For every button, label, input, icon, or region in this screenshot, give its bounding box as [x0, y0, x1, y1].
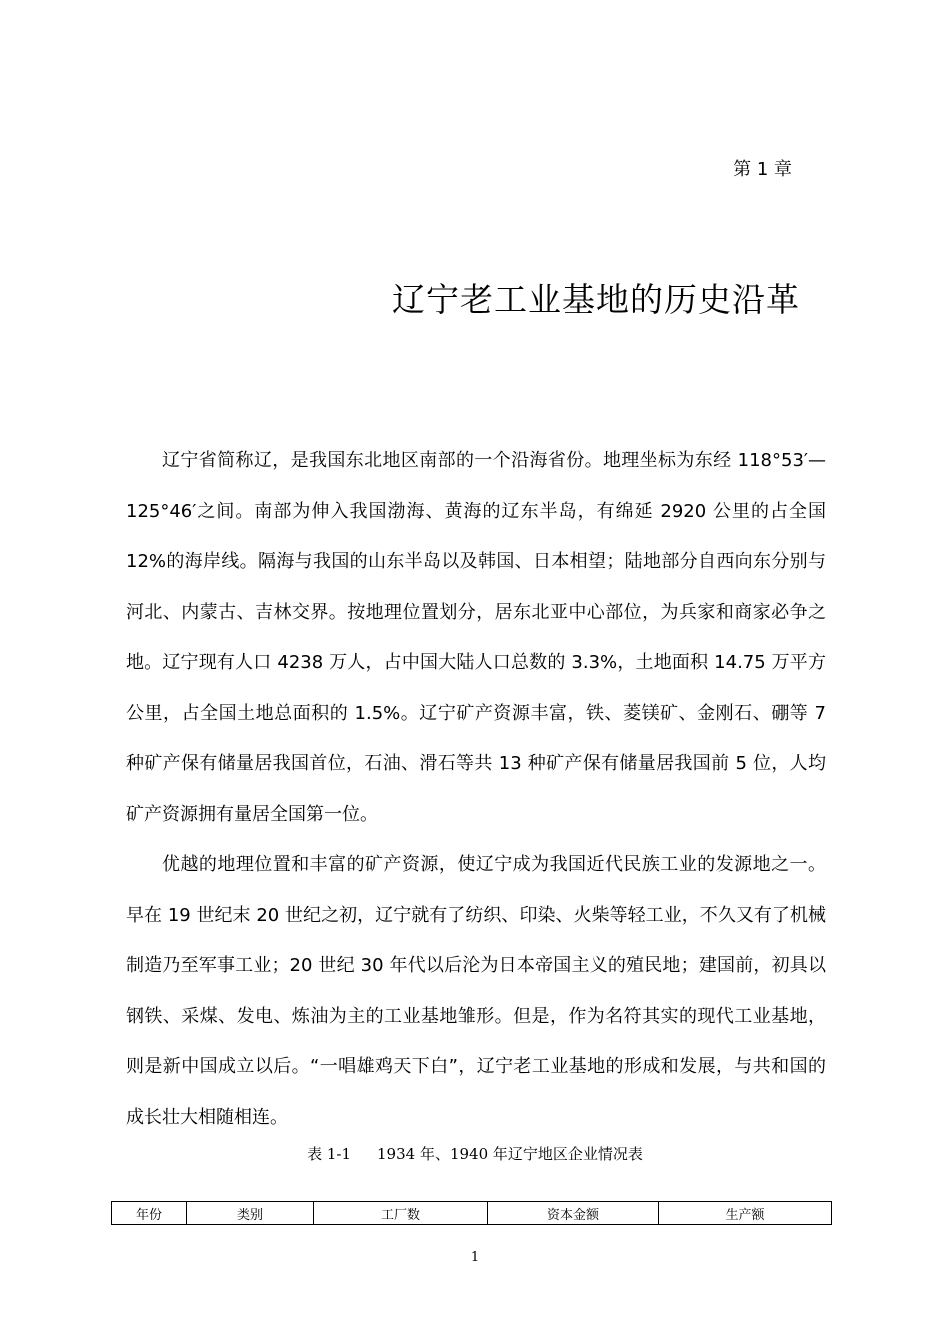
header-category: 类别	[187, 1202, 314, 1225]
body-text	[126, 436, 826, 1143]
chapter-label: 第 1 章	[733, 159, 792, 180]
enterprise-table	[111, 1201, 832, 1225]
table-header-row	[112, 1202, 832, 1225]
header-capital-amount: 资本金额	[488, 1202, 659, 1225]
paragraph-2: 优越的地理位置和丰富的矿产资源，使辽宁成为我国近代民族工业的发源地之一。早在 19 世纪末 20 世纪之初，辽宁就有了纺织、印染、火柴等轻工业，不久又有了机械制造乃至军事工业；20 世纪 30 年代以后沦为日本帝国主义的殖民地；建国前，初具以钢铁、采煤、发电、炼油为主的工业基地雏形。但是，作为名符其实的现代工业基地，则是新中国成立以后。“一唱雄鸡天下白”，辽宁老工业基地的形成和发展，与共和国的成长壮大相随相连。	[126, 854, 826, 1128]
header-factory-count: 工厂数	[314, 1202, 488, 1225]
table-caption	[0, 1143, 950, 1165]
paragraph-1: 辽宁省简称辽，是我国东北地区南部的一个沿海省份。地理坐标为东经 118°53′—125°46′之间。南部为伸入我国渤海、黄海的辽东半岛，有绵延 2920 公里的占全国 12%的海岸线。隔海与我国的山东半岛以及韩国、日本相望；陆地部分自西向东分别与河北、内蒙古、吉林交界。按地理位置划分，居东北亚中心部位，为兵家和商家必争之地。辽宁现有人口 4238 万人，占中国大陆人口总数的 3.3%，土地面积 14.75 万平方公里，占全国土地总面积的 1.5%。辽宁矿产资源丰富，铁、菱镁矿、金刚石、硼等 7 种矿产保有储量居我国首位，石油、滑石等共 13 种矿产保有储量居我国前 5 位，人均矿产资源拥有量居全国第一位。	[126, 450, 826, 825]
header-production-value: 生产额	[659, 1202, 832, 1225]
header-year: 年份	[112, 1202, 187, 1225]
page-number: 1	[470, 1250, 480, 1265]
table-caption-number: 表 1-1	[307, 1145, 352, 1163]
chapter-title: 辽宁老工业基地的历史沿革	[392, 280, 800, 319]
table-caption-text: 1934 年、1940 年辽宁地区企业情况表	[377, 1145, 643, 1163]
